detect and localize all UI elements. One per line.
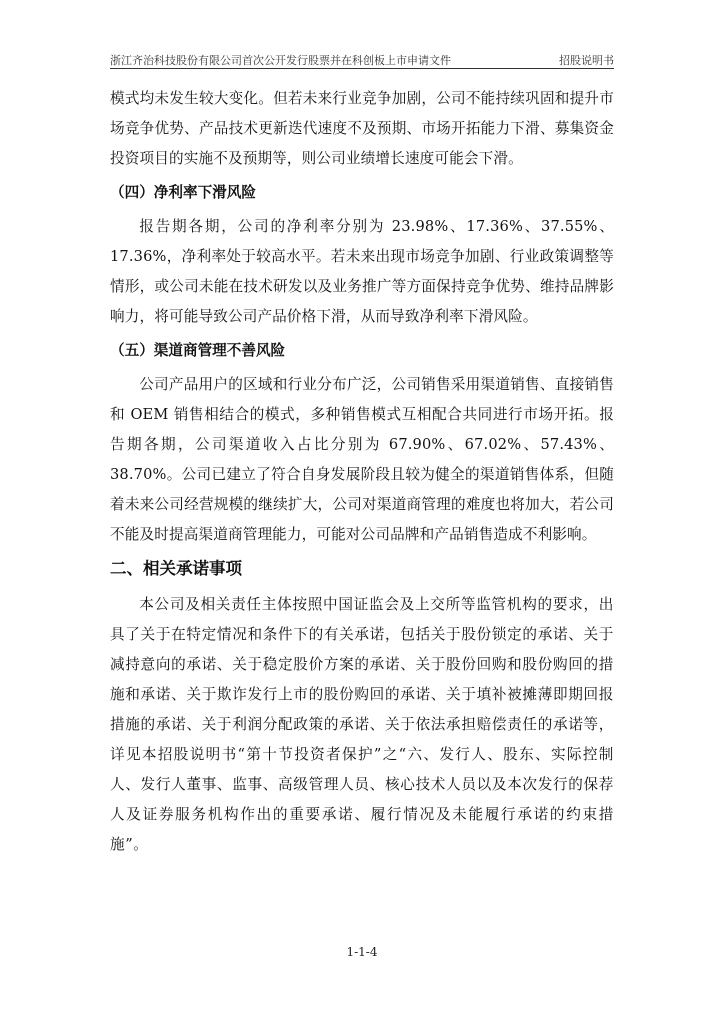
page-header [110, 48, 614, 69]
section2-body: 本公司及相关责任主体按照中国证监会及上交所等监管机构的要求，出具了关于在特定情况和条件下的有关承诺，包括关于股份锁定的承诺、关于减持意向的承诺、关于稳定股价方案的承诺、关于股份回购和股份购回的措施和承诺、关于欺诈发行上市的股份购回的承诺、关于填补被摊薄即期回报措施的承诺、关于利润分配政策的承诺、关于依法承担赔偿责任的承诺等，详见本招股说明书“第十节投资者保护”之“六、发行人、股东、实际控制人、发行人董事、监事、高级管理人员、核心技术人员以及本次发行的保荐人及证券服务机构作出的重要承诺、履行情况及未能履行承诺的约束措施”。 [110, 596, 614, 853]
header-document-title: 浙江齐治科技股份有限公司首次公开发行股票并在科创板上市申请文件 [110, 54, 451, 67]
page-content [110, 84, 614, 860]
risk4-body: 报告期各期，公司的净利率分别为 23.98%、17.36%、37.55%、17.36%，净利率处于较高水平。若未来出现市场竞争加剧、行业政策调整等情形，或公司未能在技术研发以及业务推广等方面保持竞争优势、维持品牌影响力，将可能导致公司产品价格下滑，从而导致净利率下滑风险。 [110, 218, 614, 325]
section2-heading: 二、相关承诺事项 [110, 559, 242, 578]
risk5-body: 公司产品用户的区域和行业分布广泛，公司销售采用渠道销售、直接销售和 OEM 销售相结合的模式，多种销售模式互相配合共同进行市场开拓。报告期各期，公司渠道收入占比分别为 67.90%、67.02%、57.43%、38.70%。公司已建立了符合自身发展阶段且较为健全的渠道销售体系，但随着未来公司经营规模的继续扩大，公司对渠道商管理的难度也将加大，若公司不能及时提高渠道商管理能力，可能对公司品牌和产品销售造成不利影响。 [110, 376, 614, 543]
risk5-heading: （五）渠道商管理不善风险 [110, 342, 286, 359]
intro-paragraph: 模式均未发生较大变化。但若未来行业竞争加剧，公司不能持续巩固和提升市场竞争优势、产品技术更新迭代速度不及预期、市场开拓能力下滑、募集资金投资项目的实施不及预期等，则公司业绩增长速度可能会下滑。 [110, 90, 614, 167]
page-number: 1-1-4 [346, 945, 378, 959]
risk4-heading: （四）净利率下滑风险 [110, 184, 256, 201]
header-document-type: 招股说明书 [559, 54, 614, 67]
